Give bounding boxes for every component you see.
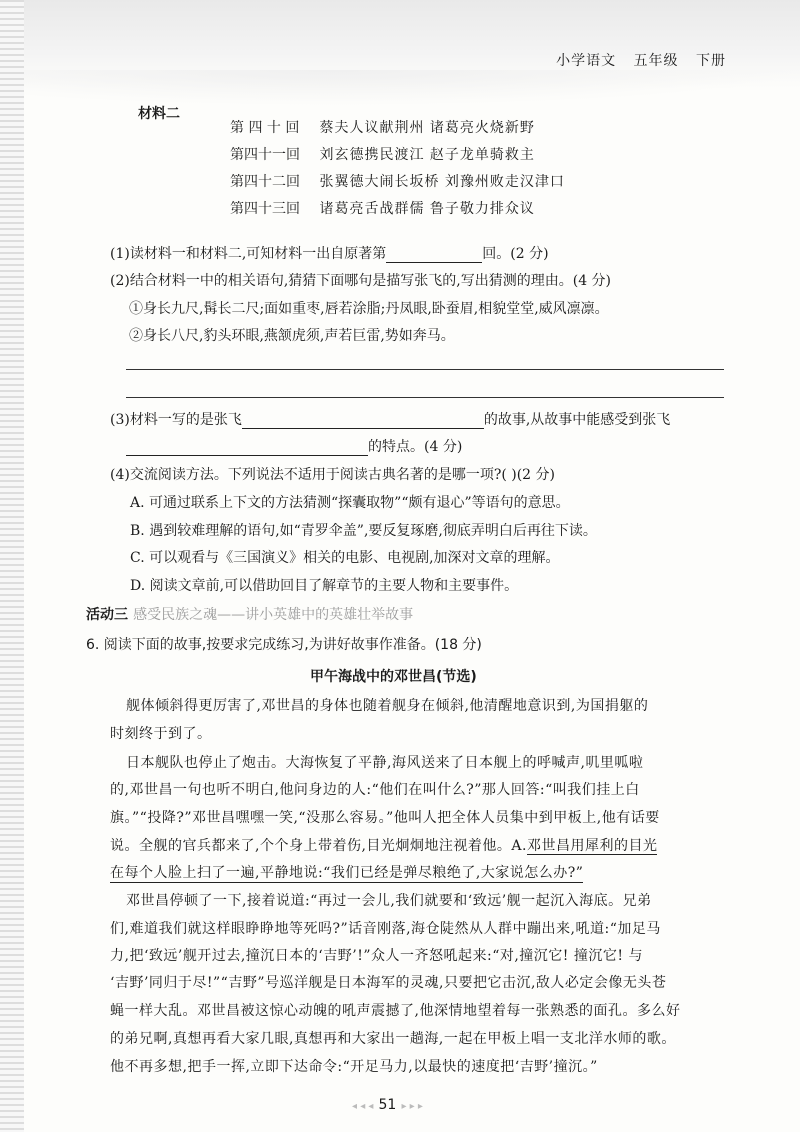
- page-footer: [352, 1094, 423, 1113]
- answer-blank[interactable]: [242, 414, 484, 429]
- chapter-number: 第 四 十 回: [230, 120, 300, 136]
- question-3-points: 的特点。(4 分): [368, 439, 463, 455]
- question-3: [110, 409, 670, 429]
- chapter-title: 蔡夫人议献荆州 诸葛亮火烧新野: [319, 120, 535, 136]
- story-line: ‘吉野’同归于尽!”“吉野”号巡洋舰是日本海军的灵魂,只要把它击沉,敌人必定会像无头苍: [110, 975, 667, 991]
- grade-label: 五年级: [633, 53, 679, 69]
- question-6: 6. 阅读下面的故事,按要求完成练习,为讲好故事作准备。(18 分): [86, 637, 482, 653]
- question-4-option-d: D. 阅读文章前,可以借助回目了解章节的主要人物和主要事件。: [130, 578, 519, 594]
- chapter-title: 刘玄德携民渡江 赵子龙单骑救主: [319, 147, 535, 163]
- activity-3-heading: [86, 604, 413, 624]
- story-line: 邓世昌停顿了一下,接着说道:“再过一会儿,我们就要和‘致远’舰一起沉入海底。兄弟: [126, 893, 652, 909]
- right-arrow-ornament-icon: ▸ ▸ ▸: [401, 1101, 423, 1112]
- subject-label: 小学语文: [556, 53, 617, 69]
- story-line: 的弟兄啊,真想再看大家几眼,真想再和大家出一趟海,一起在甲板上唱一支北洋水师的歌。: [110, 1031, 676, 1047]
- chapter-number: 第四十一回: [230, 147, 300, 163]
- story-line: 蝇一样大乱。邓世昌被这惊心动魄的吼声震撼了,他深情地望着每一张熟悉的面孔。多么好: [110, 1003, 681, 1019]
- book-tag: [556, 50, 726, 70]
- activity-3-subtitle: 感受民族之魂——讲小英雄中的英雄壮举故事: [133, 607, 414, 623]
- answer-blank[interactable]: [386, 248, 482, 263]
- story-line: 的,邓世昌一句也听不明白,他问身边的人:“他们在叫什么?”那人回答:“叫我们挂上白: [110, 782, 640, 798]
- question-2-option-1: ①身长九尺,髯长二尺;面如重枣,唇若涂脂;丹凤眼,卧蚕眉,相貌堂堂,威风凛凛。: [129, 301, 609, 317]
- story-line: 们,难道我们就这样眼睁睁地等死吗?”话音刚落,海仓陡然从人群中蹦出来,吼道:“加足马: [110, 921, 661, 937]
- header-band: [24, 0, 800, 88]
- material-two-label: 材料二: [138, 106, 180, 122]
- toc-row: [230, 117, 535, 137]
- page-number: 51: [378, 1097, 397, 1113]
- story-line: [110, 835, 657, 855]
- underlined-sentence-a: 邓世昌用犀利的目光: [526, 838, 658, 854]
- chapter-number: 第四十二回: [230, 174, 300, 190]
- question-4-option-b: B. 遇到较难理解的语句,如“青罗伞盖”,要反复琢磨,彻底弄明白后再往下读。: [130, 523, 597, 539]
- question-3-text-mid: 的故事,从故事中能感受到张飞: [483, 412, 671, 428]
- story-line-text: 说。全舰的官兵都来了,个个身上带着伤,目光炯炯地注视着他。A.: [110, 838, 527, 854]
- question-1-points: 回。(2 分): [482, 246, 549, 262]
- question-3-text: (3)材料一写的是张飞: [110, 412, 242, 428]
- question-4-option-c: C. 可以观看与《三国演义》相关的电影、电视剧,加深对文章的理解。: [130, 550, 560, 566]
- story-line: 旗。”“投降?”邓世昌嘿嘿一笑,“没那么容易。”他叫人把全体人员集中到甲板上,他有话要: [110, 810, 660, 826]
- chapter-number: 第四十三回: [230, 201, 300, 217]
- book-spine-edge: [0, 0, 24, 1132]
- answer-line[interactable]: [126, 369, 724, 370]
- story-title: 甲午海战中的邓世昌(节选): [310, 669, 477, 685]
- activity-3-label: 活动三: [86, 607, 128, 623]
- story-line: 他不再多想,把手一挥,立即下达命令:“开足马力,以最快的速度把‘吉野’撞沉。”: [110, 1059, 598, 1075]
- chapter-title: 张翼德大闹长坂桥 刘豫州败走汉津口: [319, 174, 565, 190]
- toc-row: [230, 171, 565, 191]
- story-line: 力,把‘致远’舰开过去,撞沉日本的‘吉野’!”众人一齐怒吼起来:“对,撞沉它! 撞沉它! 与: [110, 948, 643, 964]
- answer-blank[interactable]: [126, 441, 368, 456]
- chapter-title: 诸葛亮舌战群儒 鲁子敬力排众议: [319, 201, 535, 217]
- left-arrow-ornament-icon: ◂ ◂ ◂: [352, 1101, 374, 1112]
- underlined-sentence-a-cont: 在每个人脸上扫了一遍,平静地说:“我们已经是弹尽粮绝了,大家说怎么办?”: [110, 862, 583, 883]
- answer-line[interactable]: [126, 397, 724, 398]
- volume-label: 下册: [696, 53, 726, 69]
- question-1: [110, 243, 549, 263]
- question-4-option-a: A. 可通过联系上下文的方法猜测“探囊取物”“颇有退心”等语句的意思。: [130, 495, 570, 511]
- story-line: 舰体倾斜得更厉害了,邓世昌的身体也随着舰身在倾斜,他清醒地意识到,为国捐躯的: [126, 698, 649, 714]
- question-4: (4)交流阅读方法。下列说法不适用于阅读古典名著的是哪一项?( )(2 分): [110, 467, 555, 483]
- story-line: 日本舰队也停止了炮击。大海恢复了平静,海风送来了日本舰上的呼喊声,叽里呱啦: [126, 755, 644, 771]
- toc-row: [230, 198, 535, 218]
- question-2-option-2: ②身长八尺,豹头环眼,燕颔虎须,声若巨雷,势如奔马。: [129, 328, 455, 344]
- story-line: 时刻终于到了。: [110, 726, 212, 742]
- question-1-text: (1)读材料一和材料二,可知材料一出自原著第: [110, 246, 387, 262]
- toc-row: [230, 144, 535, 164]
- question-3-cont: [126, 436, 462, 456]
- question-2: (2)结合材料一中的相关语句,猜猜下面哪句是描写张飞的,写出猜测的理由。(4 分): [110, 273, 612, 289]
